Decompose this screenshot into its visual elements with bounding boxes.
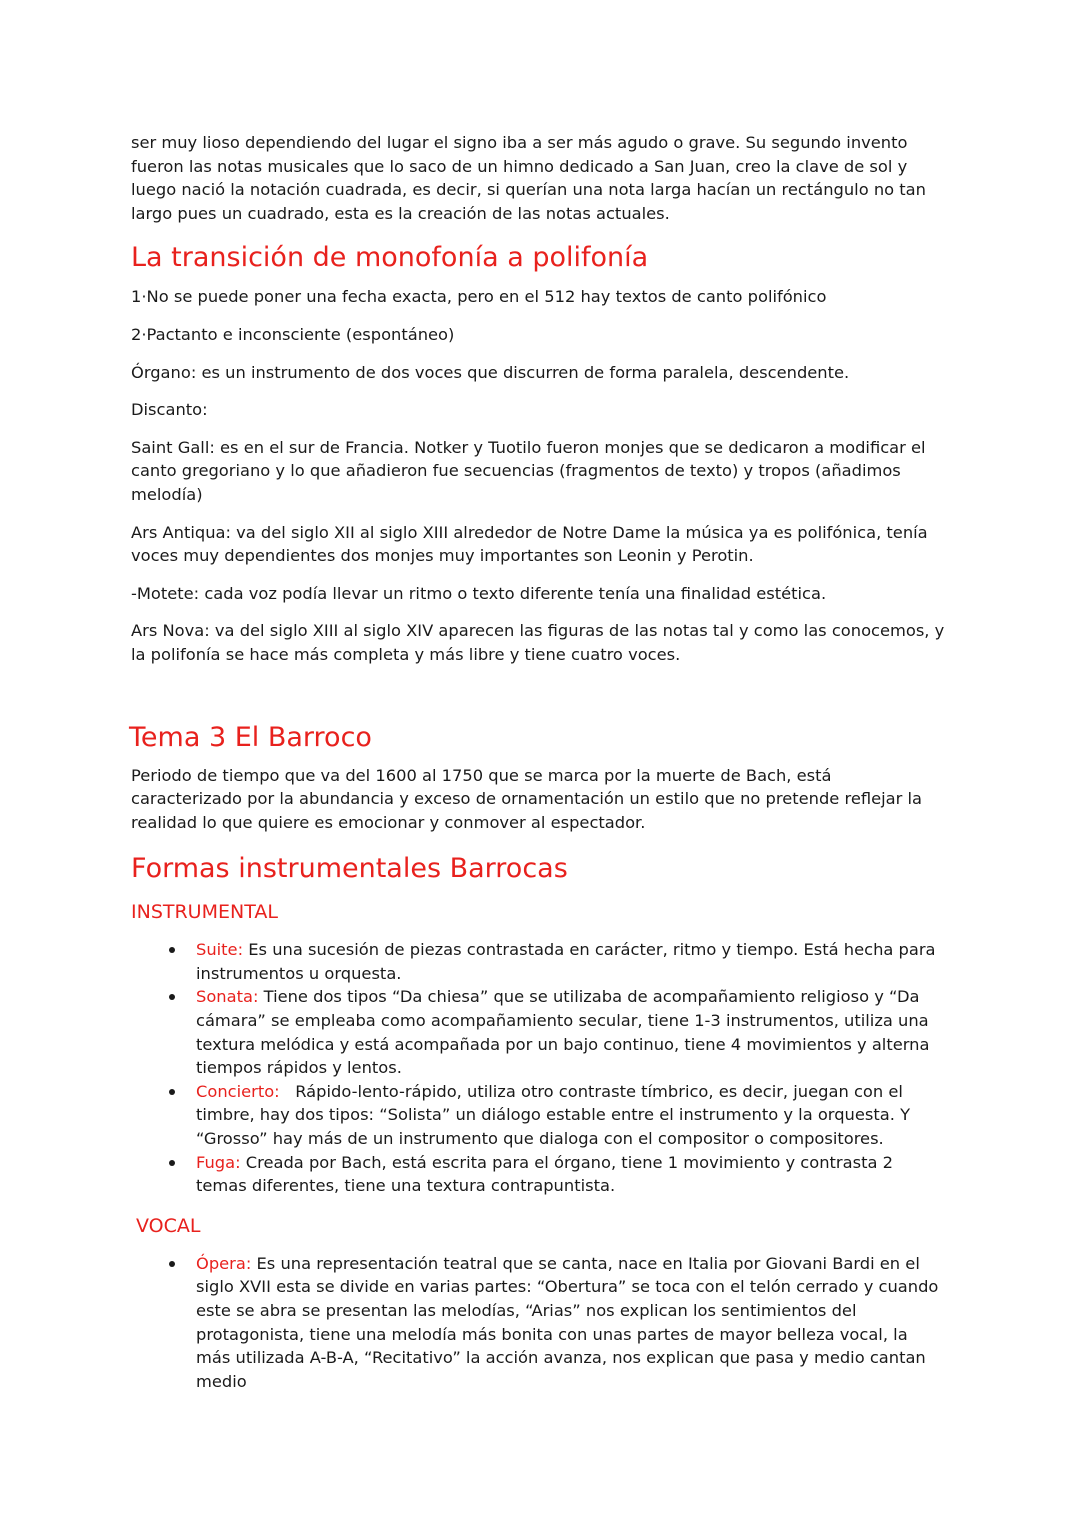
paragraph-discanto: Discanto: <box>131 400 208 420</box>
paragraph-motete: -Motete: cada voz podía llevar un ritmo o texto diferente tenía una finalidad estética. <box>131 583 827 603</box>
heading-vocal: VOCAL <box>136 1214 201 1237</box>
heading-formas: Formas instrumentales Barrocas <box>131 853 568 885</box>
term-fuga: Fuga: <box>196 1152 241 1172</box>
vocal-list <box>131 1252 946 1394</box>
heading-barroco: Tema 3 El Barroco <box>129 721 372 753</box>
bullet-icon <box>169 1089 175 1095</box>
term-opera: Ópera: <box>196 1253 252 1273</box>
text-fuga: Creada por Bach, está escrita para el órgano, tiene 1 movimiento y contrasta 2 temas diferentes, tiene una textura contrapuntista. <box>196 1152 893 1196</box>
heading-transicion: La transición de monofonía a polifonía <box>131 242 649 274</box>
paragraph-saint-gall: Saint Gall: es en el sur de Francia. Notker y Tuotilo fueron monjes que se dedicaron a modificar el canto gregoriano y lo que añadieron fue secuencias (fragmentos de texto) y tropos (añadimos melodía) <box>131 437 926 504</box>
intro-paragraph: ser muy lioso dependiendo del lugar el signo iba a ser más agudo o grave. Su segundo invento fueron las notas musicales que lo saco de un himno dedicado a San Juan, creo la clave de sol y luego nació la notación cuadrada, es decir, si querían una nota larga hacían un rectángulo no tan largo pues un cuadrado, esta es la creación de las notas actuales. <box>131 133 926 223</box>
text-suite: Es una sucesión de piezas contrastada en carácter, ritmo y tiempo. Está hecha para instrumentos u orquesta. <box>196 940 936 983</box>
paragraph-ars-nova: Ars Nova: va del siglo XIII al siglo XIV aparecen las figuras de las notas tal y como las conocemos, y la polifonía se hace más completa y más libre y tiene cuatro voces. <box>131 621 945 664</box>
paragraph-fecha: 1·No se puede poner una fecha exacta, pero en el 512 hay textos de canto polifónico <box>131 287 827 307</box>
paragraph-ars-antiqua: Ars Antiqua: va del siglo XII al siglo XIII alrededor de Notre Dame la música ya es polifónica, tenía voces muy dependientes dos monjes muy importantes son Leonin y Perotin. <box>131 522 928 566</box>
bullet-icon <box>169 994 175 1000</box>
term-suite: Suite: <box>196 940 244 960</box>
heading-instrumental: INSTRUMENTAL <box>131 901 278 924</box>
term-sonata: Sonata: <box>196 987 259 1007</box>
paragraph-periodo: Periodo de tiempo que va del 1600 al 1750 que se marca por la muerte de Bach, está caracterizado por la abundancia y exceso de ornamentación un estilo que no pretende reflejar la realidad lo que quiere es emocionar y conmover al espectador. <box>131 765 922 832</box>
bullet-icon <box>169 947 175 953</box>
term-concierto: Concierto: <box>196 1081 280 1101</box>
list-item-opera <box>131 1252 946 1394</box>
paragraph-organo: Órgano: es un instrumento de dos voces que discurren de forma paralela, descendente. <box>131 362 850 382</box>
bullet-icon <box>169 1261 175 1267</box>
text-opera: Es una representación teatral que se canta, nace en Italia por Giovani Bardi en el siglo XVII esta se divide en varias partes: “Obertura” se toca con el telón cerrado y cuando este se abra se presentan las melodías, “Arias” nos explican los sentimientos del protagonista, tiene una melodía más bonita con unas partes de mayor belleza vocal, la más utilizada A-B-A, “Recitativo” la acción avanza, nos explican que pasa y medio cantan medio <box>196 1253 939 1391</box>
paragraph-pactanto: 2·Pactanto e inconsciente (espontáneo) <box>131 324 455 344</box>
list-item-suite <box>131 938 946 985</box>
list-item-concierto <box>131 1080 946 1151</box>
bullet-icon <box>169 1160 175 1166</box>
text-concierto: Rápido-lento-rápido, utiliza otro contraste tímbrico, es decir, juegan con el timbre, hay dos tipos: “Solista” un diálogo estable entre el instrumento y la orquesta. Y “Grosso” hay más de un instrumento que dialoga con el compositor o compositores. <box>196 1081 916 1149</box>
list-item-fuga <box>131 1151 946 1198</box>
document-page <box>131 131 946 1393</box>
text-sonata: Tiene dos tipos “Da chiesa” que se utilizaba de acompañamiento religioso y “Da cámara” se empleaba como acompañamiento secular, tiene 1-3 instrumentos, utiliza una textura melódica y está acompañada por un bajo continuo, tiene 4 movimientos y alterna tiempos rápidos y lentos. <box>196 987 930 1078</box>
instrumental-list <box>131 938 946 1198</box>
list-item-sonata <box>131 985 946 1079</box>
